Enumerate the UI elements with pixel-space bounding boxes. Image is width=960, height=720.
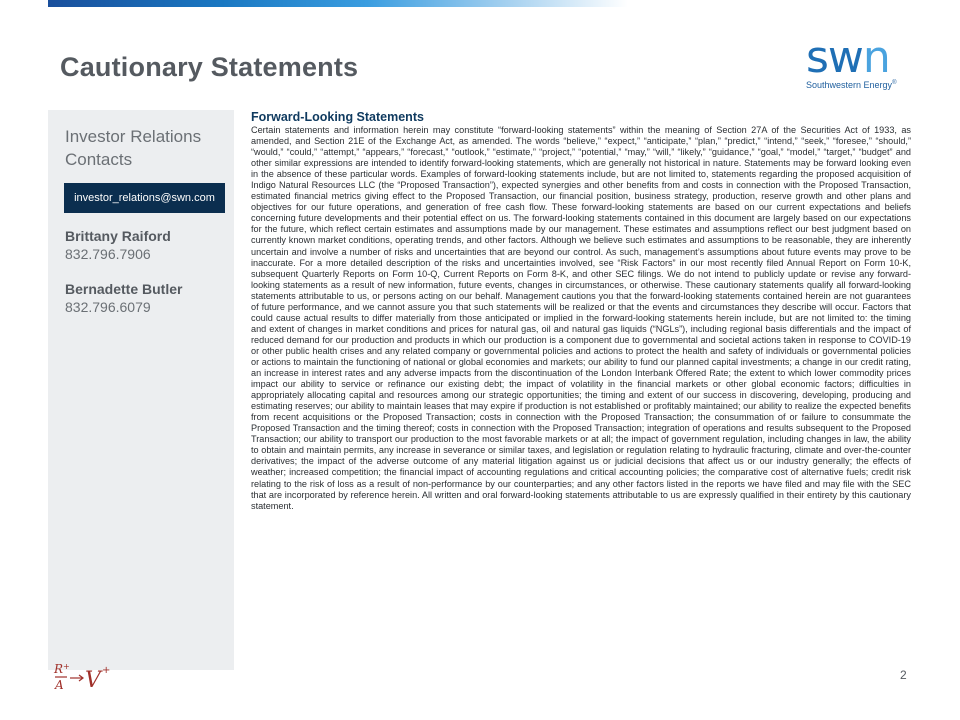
contact-name: Brittany Raiford: [65, 228, 171, 244]
page-title: Cautionary Statements: [60, 52, 359, 82]
ir-contacts-heading: Investor Relations Contacts: [65, 127, 202, 169]
svg-text:A: A: [55, 678, 64, 692]
registered-mark: ®: [892, 80, 897, 86]
swn-logo: [806, 32, 916, 94]
logo-tagline-text: Southwestern Energy: [806, 80, 893, 90]
contact-name: Bernadette Butler: [65, 281, 183, 297]
svg-text:R: R: [54, 662, 64, 676]
header-gradient-bar: [48, 0, 628, 7]
investor-relations-panel: [48, 110, 234, 670]
contact-card: [65, 227, 230, 263]
main-content: [251, 110, 911, 512]
section-title: Forward-Looking Statements: [251, 110, 424, 124]
logo-wordmark-main: sw: [806, 32, 863, 83]
footer-logo-icon: [52, 660, 122, 694]
logo-wordmark: [806, 32, 916, 83]
contact-phone: 832.796.7906: [65, 246, 151, 262]
svg-text:+: +: [102, 665, 111, 676]
forward-looking-statements-text: Certain statements and information herein may constitute “forward-looking statements” within the meaning of Section 27A of the Securities Act of 1933, as amended, and Section 21E of the Exchange Act, as amended. The words “believe,” “expect,” “anticipate,” “plan,” “predict,” “intend,” “seek,” “foresee,” “should,” “would,” “could,” “attempt,” “appears,” “forecast,” “outlook,” “estimate,” “project,” “potential,” “may,” “will,” “likely,” “guidance,” “goal,” “model,” “target,” “budget” and other similar expressions are intended to identify forward-looking statements, which are generally not historical in nature. Statements may be forward looking even in the absence of these particular words. Examples of forward-looking statements include, but are not limited to, statements regarding the proposed acquisition of Indigo Natural Resources LLC (the “Proposed Transaction”), expected synergies and other benefits from and costs in connection with the Proposed Transaction, estimated financial metrics giving effect to the Proposed Transaction, our financial position, business strategy, production, reserve growth and other plans and objectives for our future operations, and generation of free cash flow. These forward-looking statements are based on our current expectations and beliefs concerning future developments and their potential effect on us. The forward-looking statements contained in this document are largely based on our expectations for the future, which reflect certain estimates and assumptions made by our management. These estimates and assumptions reflect our best judgment based on currently known market conditions, operating trends, and other factors. Although we believe such estimates and assumptions to be reasonable, they are inherently uncertain and involve a number of risks and uncertainties that are beyond our control. As such, management’s assumptions about future events may prove to be inaccurate. For a more detailed description of the risks and uncertainties involved, see “Risk Factors” in our most recently filed Annual Report on Form 10-K, subsequent Quarterly Reports on Form 10-Q, Current Reports on Form 8-K, and other SEC filings. We do not intend to publicly update or revise any forward-looking statements as a result of new information, future events, changes in circumstances, or otherwise. These cautionary statements qualify all forward-looking statements attributable to us, or persons acting on our behalf. Management cautions you that the forward-looking statements contained herein are not guarantees of future performance, and we cannot assure you that such statements will be realized or that the events and circumstances they describe will occur. Factors that could cause actual results to differ materially from those anticipated or implied in the forward-looking statements herein include, but are not limited to: the timing and extent of changes in market conditions and prices for natural gas, oil and natural gas liquids (“NGLs”), including regional basis differentials and the impact of reduced demand for our production and products in which our production is a component due to governmental and societal actions taken in response to COVID-19 or other public health crises and any related company or governmental policies and actions to protect the health and safety of individuals or governmental policies or actions to maintain the functioning of national or global economies and markets; our ability to fund our planned capital investments; a change in our credit rating, an increase in interest rates and any adverse impacts from the discontinuation of the London Interbank Offered Rate; the extent to which lower commodity prices impact our ability to service or refinance our existing debt; the impact of volatility in the financial markets or other global economic factors; difficulties in appropriately allocating capital and resources among our strategic opportunities; the timing and extent of our success in discovering, developing, producing and estimating reserves; our ability to maintain leases that may expire if production is not established or profitably maintained; our ability to realize the expected benefits from recent acquisitions or the Proposed Transaction; costs in connection with the Proposed Transaction; the consummation of or failure to consummate the Proposed Transaction and the timing thereof; costs in connection with the Proposed Transaction; integration of operations and results subsequent to the Proposed Transaction; our ability to transport our production to the most favorable markets or at all; the impact of government regulation, including changes in law, the ability to obtain and maintain permits, any increase in severance or similar taxes, and legislation or regulation relating to hydraulic fracturing, climate and over-the-counter derivatives; the impact of the adverse outcome of any material litigation against us or judicial decisions that affect us or our industry generally; the effects of weather; increased competition; the financial impact of accounting regulations and critical accounting policies; the comparative cost of alternative fuels; credit risk relating to the risk of loss as a result of non-performance by our counterparties; and any other factors listed in the reports we have filed and may file with the SEC that are incorporated by reference herein. All written and oral forward-looking statements attributable to us are expressly qualified in their entirety by this cautionary statement.: [251, 125, 911, 511]
footer-logo-glyph: [52, 660, 122, 694]
ir-email-button[interactable]: investor_relations@swn.com: [64, 183, 225, 213]
svg-text:V: V: [85, 668, 101, 693]
svg-text:+: +: [63, 662, 70, 671]
contact-card: [65, 280, 230, 316]
page-number: 2: [900, 668, 907, 682]
contact-phone: 832.796.6079: [65, 299, 151, 315]
logo-wordmark-accent: n: [862, 32, 890, 83]
logo-tagline: [806, 80, 916, 90]
